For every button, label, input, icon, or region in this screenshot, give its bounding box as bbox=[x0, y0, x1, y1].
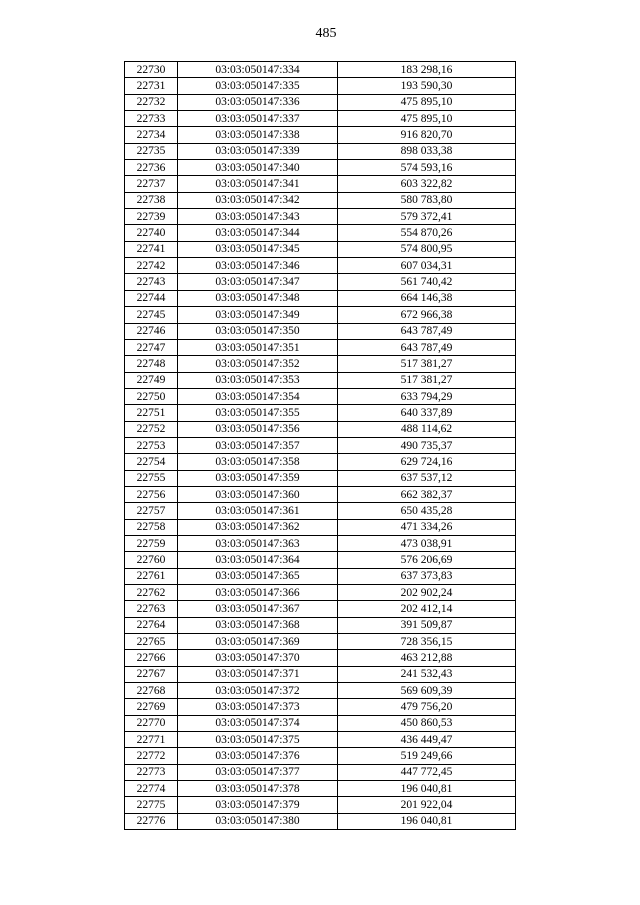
cadastral-value-cell: 574 593,16 bbox=[338, 160, 516, 176]
table-row bbox=[125, 258, 516, 274]
row-number-cell: 22763 bbox=[125, 601, 178, 617]
table-row bbox=[125, 585, 516, 601]
table-row bbox=[125, 241, 516, 257]
row-number-cell: 22773 bbox=[125, 764, 178, 780]
table-row bbox=[125, 568, 516, 584]
table-row bbox=[125, 209, 516, 225]
cadastral-value-cell: 672 966,38 bbox=[338, 307, 516, 323]
row-number-cell: 22747 bbox=[125, 339, 178, 355]
cadastral-number-cell: 03:03:050147:372 bbox=[178, 683, 338, 699]
cadastral-value-cell: 196 040,81 bbox=[338, 813, 516, 829]
table-row bbox=[125, 176, 516, 192]
table-row bbox=[125, 666, 516, 682]
cadastral-value-table bbox=[124, 61, 516, 830]
cadastral-value-cell: 517 381,27 bbox=[338, 372, 516, 388]
cadastral-value-cell: 640 337,89 bbox=[338, 405, 516, 421]
row-number-cell: 22764 bbox=[125, 617, 178, 633]
cadastral-value-cell: 391 509,87 bbox=[338, 617, 516, 633]
table-row bbox=[125, 160, 516, 176]
table-row bbox=[125, 683, 516, 699]
cadastral-value-cell: 554 870,26 bbox=[338, 225, 516, 241]
cadastral-number-cell: 03:03:050147:359 bbox=[178, 470, 338, 486]
table-row bbox=[125, 535, 516, 551]
table-row bbox=[125, 372, 516, 388]
row-number-cell: 22740 bbox=[125, 225, 178, 241]
cadastral-value-cell: 728 356,15 bbox=[338, 634, 516, 650]
cadastral-number-cell: 03:03:050147:353 bbox=[178, 372, 338, 388]
row-number-cell: 22758 bbox=[125, 519, 178, 535]
cadastral-number-cell: 03:03:050147:375 bbox=[178, 732, 338, 748]
table-row bbox=[125, 503, 516, 519]
row-number-cell: 22756 bbox=[125, 486, 178, 502]
row-number-cell: 22736 bbox=[125, 160, 178, 176]
cadastral-number-cell: 03:03:050147:365 bbox=[178, 568, 338, 584]
row-number-cell: 22753 bbox=[125, 437, 178, 453]
cadastral-number-cell: 03:03:050147:344 bbox=[178, 225, 338, 241]
row-number-cell: 22749 bbox=[125, 372, 178, 388]
row-number-cell: 22742 bbox=[125, 258, 178, 274]
row-number-cell: 22762 bbox=[125, 585, 178, 601]
cadastral-value-cell: 463 212,88 bbox=[338, 650, 516, 666]
page-number: 485 bbox=[315, 26, 337, 41]
table-row bbox=[125, 650, 516, 666]
cadastral-number-cell: 03:03:050147:373 bbox=[178, 699, 338, 715]
cadastral-value-cell: 607 034,31 bbox=[338, 258, 516, 274]
row-number-cell: 22735 bbox=[125, 143, 178, 159]
table-row bbox=[125, 388, 516, 404]
cadastral-number-cell: 03:03:050147:364 bbox=[178, 552, 338, 568]
row-number-cell: 22730 bbox=[125, 62, 178, 78]
table-row bbox=[125, 111, 516, 127]
cadastral-number-cell: 03:03:050147:334 bbox=[178, 62, 338, 78]
table-row bbox=[125, 127, 516, 143]
row-number-cell: 22759 bbox=[125, 535, 178, 551]
table-row bbox=[125, 307, 516, 323]
row-number-cell: 22757 bbox=[125, 503, 178, 519]
row-number-cell: 22752 bbox=[125, 421, 178, 437]
cadastral-number-cell: 03:03:050147:337 bbox=[178, 111, 338, 127]
cadastral-number-cell: 03:03:050147:350 bbox=[178, 323, 338, 339]
cadastral-value-cell: 517 381,27 bbox=[338, 356, 516, 372]
row-number-cell: 22765 bbox=[125, 634, 178, 650]
table-row bbox=[125, 454, 516, 470]
table-row bbox=[125, 62, 516, 78]
row-number-cell: 22739 bbox=[125, 209, 178, 225]
row-number-cell: 22744 bbox=[125, 290, 178, 306]
cadastral-number-cell: 03:03:050147:379 bbox=[178, 797, 338, 813]
cadastral-number-cell: 03:03:050147:343 bbox=[178, 209, 338, 225]
cadastral-number-cell: 03:03:050147:355 bbox=[178, 405, 338, 421]
table-row bbox=[125, 781, 516, 797]
cadastral-value-cell: 579 372,41 bbox=[338, 209, 516, 225]
cadastral-value-cell: 450 860,53 bbox=[338, 715, 516, 731]
table-row bbox=[125, 732, 516, 748]
cadastral-number-cell: 03:03:050147:371 bbox=[178, 666, 338, 682]
cadastral-number-cell: 03:03:050147:339 bbox=[178, 143, 338, 159]
cadastral-value-cell: 650 435,28 bbox=[338, 503, 516, 519]
table-row bbox=[125, 225, 516, 241]
row-number-cell: 22746 bbox=[125, 323, 178, 339]
row-number-cell: 22733 bbox=[125, 111, 178, 127]
cadastral-number-cell: 03:03:050147:362 bbox=[178, 519, 338, 535]
table-row bbox=[125, 290, 516, 306]
cadastral-number-cell: 03:03:050147:376 bbox=[178, 748, 338, 764]
table-row bbox=[125, 519, 516, 535]
cadastral-number-cell: 03:03:050147:363 bbox=[178, 535, 338, 551]
cadastral-number-cell: 03:03:050147:368 bbox=[178, 617, 338, 633]
cadastral-value-cell: 183 298,16 bbox=[338, 62, 516, 78]
row-number-cell: 22770 bbox=[125, 715, 178, 731]
table-row bbox=[125, 552, 516, 568]
cadastral-value-cell: 643 787,49 bbox=[338, 339, 516, 355]
table-row bbox=[125, 94, 516, 110]
cadastral-value-cell: 201 922,04 bbox=[338, 797, 516, 813]
row-number-cell: 22748 bbox=[125, 356, 178, 372]
cadastral-value-cell: 479 756,20 bbox=[338, 699, 516, 715]
cadastral-value-cell: 664 146,38 bbox=[338, 290, 516, 306]
cadastral-number-cell: 03:03:050147:369 bbox=[178, 634, 338, 650]
table-row bbox=[125, 797, 516, 813]
table-body bbox=[125, 62, 516, 830]
row-number-cell: 22737 bbox=[125, 176, 178, 192]
table-row bbox=[125, 405, 516, 421]
row-number-cell: 22743 bbox=[125, 274, 178, 290]
row-number-cell: 22750 bbox=[125, 388, 178, 404]
cadastral-value-cell: 475 895,10 bbox=[338, 94, 516, 110]
cadastral-value-cell: 475 895,10 bbox=[338, 111, 516, 127]
cadastral-value-cell: 202 412,14 bbox=[338, 601, 516, 617]
cadastral-value-cell: 637 537,12 bbox=[338, 470, 516, 486]
table-row bbox=[125, 715, 516, 731]
cadastral-value-cell: 561 740,42 bbox=[338, 274, 516, 290]
row-number-cell: 22741 bbox=[125, 241, 178, 257]
row-number-cell: 22769 bbox=[125, 699, 178, 715]
cadastral-number-cell: 03:03:050147:342 bbox=[178, 192, 338, 208]
cadastral-number-cell: 03:03:050147:345 bbox=[178, 241, 338, 257]
cadastral-number-cell: 03:03:050147:360 bbox=[178, 486, 338, 502]
cadastral-number-cell: 03:03:050147:354 bbox=[178, 388, 338, 404]
table-row bbox=[125, 617, 516, 633]
cadastral-number-cell: 03:03:050147:352 bbox=[178, 356, 338, 372]
table-row bbox=[125, 356, 516, 372]
cadastral-number-cell: 03:03:050147:341 bbox=[178, 176, 338, 192]
cadastral-number-cell: 03:03:050147:366 bbox=[178, 585, 338, 601]
table-row bbox=[125, 323, 516, 339]
cadastral-number-cell: 03:03:050147:380 bbox=[178, 813, 338, 829]
table-row bbox=[125, 813, 516, 829]
cadastral-value-cell: 633 794,29 bbox=[338, 388, 516, 404]
row-number-cell: 22731 bbox=[125, 78, 178, 94]
cadastral-value-cell: 436 449,47 bbox=[338, 732, 516, 748]
cadastral-number-cell: 03:03:050147:377 bbox=[178, 764, 338, 780]
cadastral-value-cell: 193 590,30 bbox=[338, 78, 516, 94]
row-number-cell: 22768 bbox=[125, 683, 178, 699]
cadastral-value-cell: 196 040,81 bbox=[338, 781, 516, 797]
cadastral-value-cell: 603 322,82 bbox=[338, 176, 516, 192]
row-number-cell: 22775 bbox=[125, 797, 178, 813]
table-row bbox=[125, 486, 516, 502]
table-row bbox=[125, 143, 516, 159]
table-row bbox=[125, 192, 516, 208]
row-number-cell: 22774 bbox=[125, 781, 178, 797]
row-number-cell: 22761 bbox=[125, 568, 178, 584]
table-row bbox=[125, 699, 516, 715]
row-number-cell: 22738 bbox=[125, 192, 178, 208]
cadastral-number-cell: 03:03:050147:336 bbox=[178, 94, 338, 110]
cadastral-value-cell: 490 735,37 bbox=[338, 437, 516, 453]
table-row bbox=[125, 437, 516, 453]
cadastral-number-cell: 03:03:050147:348 bbox=[178, 290, 338, 306]
row-number-cell: 22751 bbox=[125, 405, 178, 421]
cadastral-number-cell: 03:03:050147:335 bbox=[178, 78, 338, 94]
table-row bbox=[125, 274, 516, 290]
row-number-cell: 22767 bbox=[125, 666, 178, 682]
cadastral-value-cell: 473 038,91 bbox=[338, 535, 516, 551]
cadastral-value-cell: 643 787,49 bbox=[338, 323, 516, 339]
row-number-cell: 22776 bbox=[125, 813, 178, 829]
cadastral-value-cell: 241 532,43 bbox=[338, 666, 516, 682]
cadastral-number-cell: 03:03:050147:357 bbox=[178, 437, 338, 453]
cadastral-value-cell: 202 902,24 bbox=[338, 585, 516, 601]
cadastral-value-cell: 629 724,16 bbox=[338, 454, 516, 470]
cadastral-value-cell: 569 609,39 bbox=[338, 683, 516, 699]
row-number-cell: 22732 bbox=[125, 94, 178, 110]
cadastral-number-cell: 03:03:050147:358 bbox=[178, 454, 338, 470]
table-row bbox=[125, 748, 516, 764]
cadastral-value-cell: 580 783,80 bbox=[338, 192, 516, 208]
table-row bbox=[125, 421, 516, 437]
cadastral-value-cell: 916 820,70 bbox=[338, 127, 516, 143]
cadastral-value-cell: 898 033,38 bbox=[338, 143, 516, 159]
table-row bbox=[125, 470, 516, 486]
row-number-cell: 22754 bbox=[125, 454, 178, 470]
table-row bbox=[125, 764, 516, 780]
cadastral-number-cell: 03:03:050147:346 bbox=[178, 258, 338, 274]
cadastral-value-cell: 488 114,62 bbox=[338, 421, 516, 437]
cadastral-value-cell: 662 382,37 bbox=[338, 486, 516, 502]
cadastral-number-cell: 03:03:050147:340 bbox=[178, 160, 338, 176]
table-row bbox=[125, 339, 516, 355]
cadastral-number-cell: 03:03:050147:356 bbox=[178, 421, 338, 437]
cadastral-value-cell: 576 206,69 bbox=[338, 552, 516, 568]
row-number-cell: 22771 bbox=[125, 732, 178, 748]
row-number-cell: 22755 bbox=[125, 470, 178, 486]
cadastral-value-cell: 447 772,45 bbox=[338, 764, 516, 780]
cadastral-number-cell: 03:03:050147:361 bbox=[178, 503, 338, 519]
table-row bbox=[125, 634, 516, 650]
row-number-cell: 22760 bbox=[125, 552, 178, 568]
table-row bbox=[125, 78, 516, 94]
row-number-cell: 22745 bbox=[125, 307, 178, 323]
cadastral-value-cell: 519 249,66 bbox=[338, 748, 516, 764]
cadastral-number-cell: 03:03:050147:378 bbox=[178, 781, 338, 797]
cadastral-value-cell: 574 800,95 bbox=[338, 241, 516, 257]
table-row bbox=[125, 601, 516, 617]
row-number-cell: 22772 bbox=[125, 748, 178, 764]
row-number-cell: 22734 bbox=[125, 127, 178, 143]
cadastral-value-cell: 637 373,83 bbox=[338, 568, 516, 584]
row-number-cell: 22766 bbox=[125, 650, 178, 666]
cadastral-value-cell: 471 334,26 bbox=[338, 519, 516, 535]
cadastral-number-cell: 03:03:050147:374 bbox=[178, 715, 338, 731]
cadastral-number-cell: 03:03:050147:347 bbox=[178, 274, 338, 290]
cadastral-number-cell: 03:03:050147:349 bbox=[178, 307, 338, 323]
cadastral-number-cell: 03:03:050147:367 bbox=[178, 601, 338, 617]
cadastral-number-cell: 03:03:050147:351 bbox=[178, 339, 338, 355]
cadastral-number-cell: 03:03:050147:370 bbox=[178, 650, 338, 666]
cadastral-number-cell: 03:03:050147:338 bbox=[178, 127, 338, 143]
